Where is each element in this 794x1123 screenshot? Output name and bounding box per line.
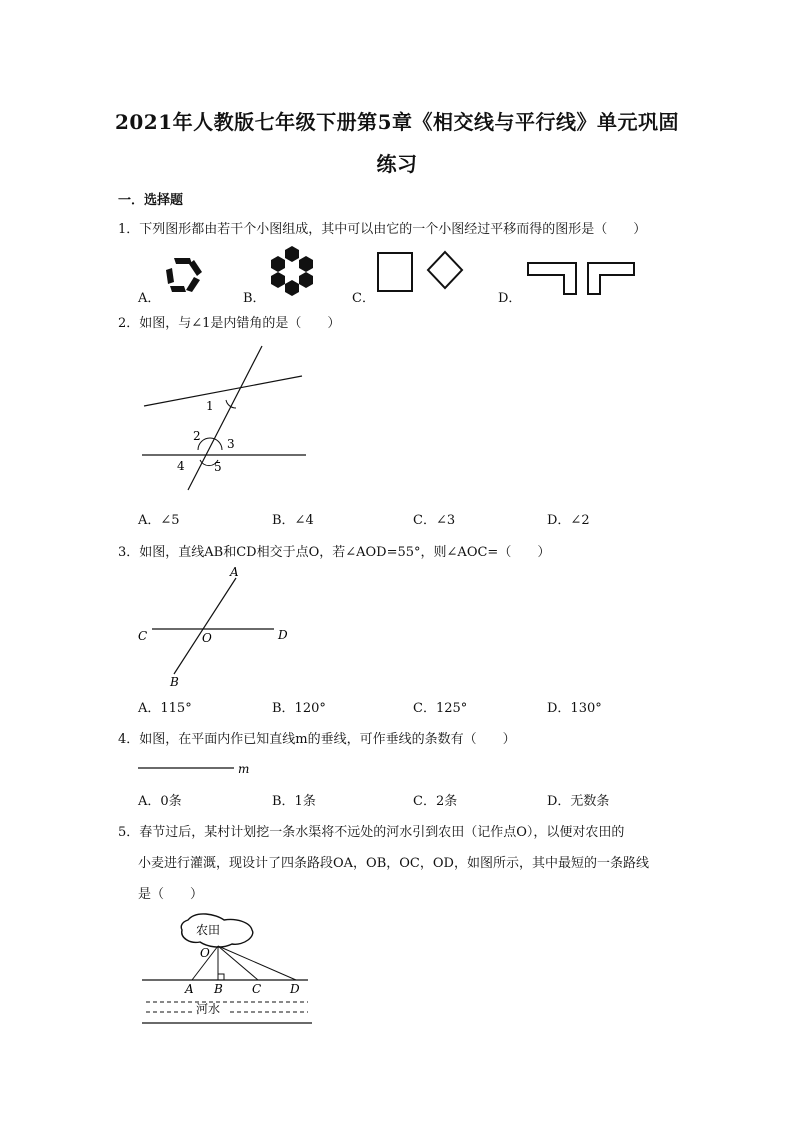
question-5-stem-line3: 是（ ） xyxy=(138,887,204,902)
question-2-stem: 2．如图，与∠1是内错角的是（ ） xyxy=(118,316,341,331)
q1-figure-b xyxy=(268,244,316,298)
question-4-stem: 4．如图，在平面内作已知直线m的垂线，可作垂线的条数有（ ） xyxy=(118,732,516,747)
q2-option-d: D．∠2 xyxy=(547,513,590,528)
page-title-line1: 2021年人教版七年级下册第5章《相交线与平行线》单元巩固 xyxy=(114,110,680,134)
q2-option-c: C．∠3 xyxy=(413,513,456,528)
q1-option-d: D． xyxy=(498,291,522,306)
q2-option-a: A．∠5 xyxy=(138,513,180,528)
q1-option-b: B． xyxy=(243,291,266,306)
q5-label-a: A xyxy=(185,982,194,996)
q2-label-4: 4 xyxy=(177,459,185,473)
q1-option-c: C． xyxy=(352,291,375,306)
q4-label-m: m xyxy=(238,762,250,776)
q2-label-3: 3 xyxy=(227,437,235,451)
q3-option-c: C．125° xyxy=(413,701,468,716)
page-title-line2: 练习 xyxy=(376,152,418,176)
section-heading: 一．选择题 xyxy=(118,193,184,208)
q3-label-o: O xyxy=(202,631,212,645)
q5-label-farmland: 农田 xyxy=(196,923,221,937)
q3-option-d: D．130° xyxy=(547,701,602,716)
q1-option-a: A． xyxy=(138,291,161,306)
q3-option-b: B．120° xyxy=(272,701,326,716)
q1-figure-d xyxy=(526,260,638,298)
q2-label-2: 2 xyxy=(193,429,201,443)
q5-figure xyxy=(136,910,316,1028)
q4-figure xyxy=(136,760,256,780)
q5-label-c: C xyxy=(252,982,262,996)
q3-label-c: C xyxy=(138,629,148,643)
q2-figure xyxy=(138,342,310,492)
q2-label-5: 5 xyxy=(214,460,222,474)
q2-label-1: 1 xyxy=(206,399,214,413)
question-5-stem-line1: 5．春节过后，某村计划挖一条水渠将不远处的河水引到农田（记作点O），以便对农田的 xyxy=(118,825,625,840)
q4-option-d: D．无数条 xyxy=(547,794,610,809)
question-3-stem: 3．如图，直线AB和CD相交于点O，若∠AOD=55°，则∠AOC=（ ） xyxy=(118,545,551,560)
question-1-stem: 1．下列图形都由若干个小图组成，其中可以由它的一个小图经过平移而得的图形是（ ） xyxy=(118,222,647,237)
q3-label-b: B xyxy=(170,675,179,689)
q5-label-b: B xyxy=(214,982,223,996)
q1-figure-c xyxy=(374,250,466,294)
q4-option-b: B．1条 xyxy=(272,794,316,809)
q1-figure-a xyxy=(162,250,212,298)
q5-label-o: O xyxy=(200,946,210,960)
question-5-stem-line2: 小麦进行灌溉，现设计了四条路段OA，OB，OC，OD，如图所示，其中最短的一条路线 xyxy=(138,856,649,871)
q4-option-a: A．0条 xyxy=(138,794,182,809)
q3-label-d: D xyxy=(278,628,288,642)
q3-figure xyxy=(132,562,302,690)
q5-label-river: 河水 xyxy=(196,1002,221,1016)
q4-option-c: C．2条 xyxy=(413,794,458,809)
q5-label-d: D xyxy=(290,982,300,996)
q2-option-b: B．∠4 xyxy=(272,513,314,528)
q3-label-a: A xyxy=(230,565,239,579)
q3-option-a: A．115° xyxy=(138,701,192,716)
